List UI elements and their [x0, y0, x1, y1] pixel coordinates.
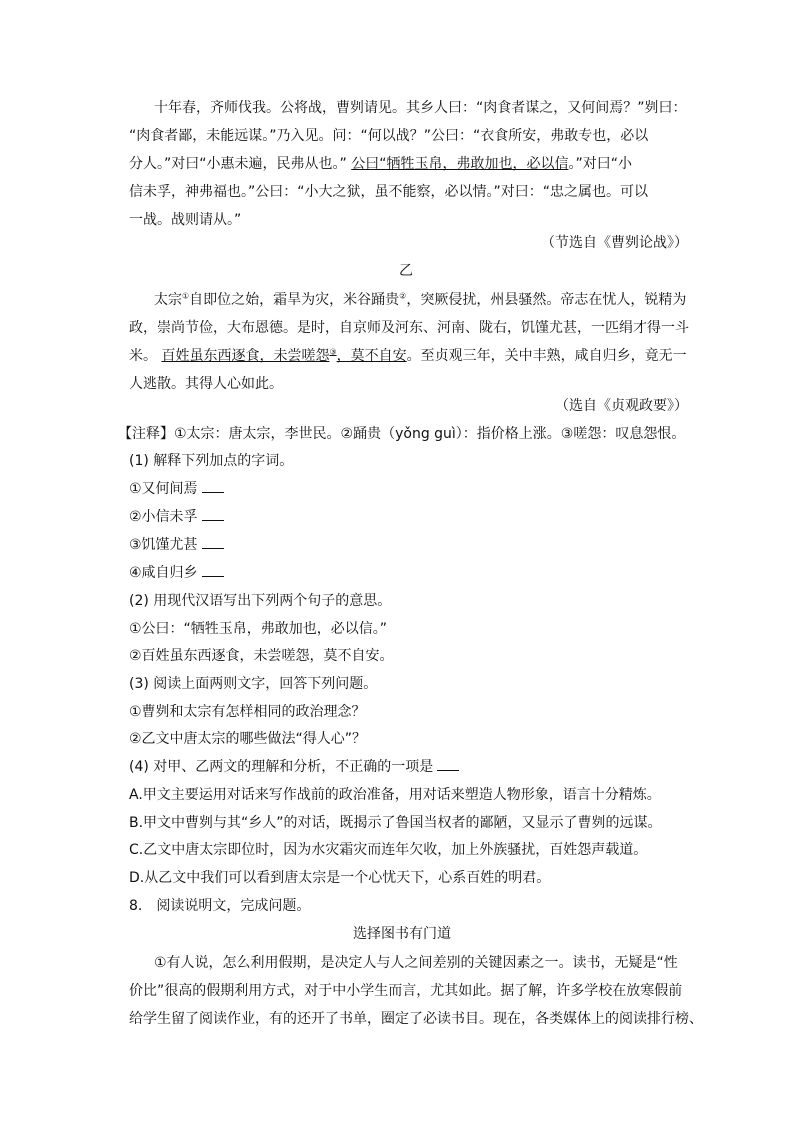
jia-source: （节选自《曹刿论战》） — [541, 235, 688, 251]
q4-option-c: C.乙文中唐太宗即位时，因为水灾霜灾而连年欠收，加上外族骚扰，百姓怨声载道。 — [129, 842, 648, 858]
q4-option-a: A.甲文主要运用对话来写作战前的政治准备，用对话来塑造人物形象，语言十分精炼。 — [129, 787, 661, 803]
q2-item-2: ②百姓虽东西逐食，未尝嗟怨，莫不自安。 — [129, 648, 394, 664]
yi-line-3 — [129, 346, 691, 366]
q4-stem — [129, 757, 691, 777]
answer-blank[interactable] — [202, 508, 224, 521]
article-para-line-1: ①有人说，怎么利用假期，是决定人与人之间差别的关键因素之一。读书，无疑是“性 — [154, 955, 678, 971]
jia-line-3 — [129, 154, 691, 174]
answer-blank[interactable] — [202, 564, 224, 577]
jia-line-1: 十年春，齐师伐我。公将战，曹刿请见。其乡人曰：“肉食者谋之，又何间焉？”刿曰： — [154, 100, 687, 116]
article-para-line-2: 价比”很高的假期利用方式，对于中小学生而言，尤其如此。据了解，许多学校在放寒假前 — [129, 983, 683, 999]
annotation-note: 【注释】①太宗：唐太宗，李世民。②踊贵（yǒng guì）：指价格上涨。③嗟怨：叹息怨恨。 — [118, 426, 686, 442]
q2-item-1: ①公曰：“牺牲玉帛，弗敢加也，必以信。” — [129, 621, 388, 637]
jia-line-2: “肉食者鄙，未能远谋。”乃入见。问：“何以战？”公曰：“衣食所安，弗敢专也，必以 — [129, 128, 649, 144]
q8-number: 8. — [129, 898, 143, 914]
q1-item-2 — [129, 507, 691, 527]
yi-underlined-sentence-2: ，莫不自安 — [336, 348, 407, 364]
q3-stem: (3) 阅读上面两则文字，回答下列问题。 — [129, 676, 378, 692]
q1-item-2-text: ②小信未孚 — [129, 509, 198, 525]
footnote-mark-1: ① — [182, 291, 190, 301]
q1-item-4-text: ④咸自归乡 — [129, 565, 198, 581]
answer-blank[interactable] — [202, 536, 224, 549]
footnote-mark-3: ③ — [329, 347, 337, 357]
article-title: 选择图书有门道 — [353, 926, 451, 942]
yi-line-1-c: ，突厥侵扰，州县骚然。帝志在忧人，锐精为 — [406, 292, 687, 308]
yi-line-1-b: 自即位之始，霜旱为灾，米谷踊贵 — [189, 292, 400, 308]
q8-header — [129, 896, 310, 916]
jia-line-4: 信未孚，神弗福也。”公曰：“小大之狱，虽不能察，必以情。”对曰：“忠之属也。可以 — [129, 184, 649, 200]
article-para-line-3: 给学生留了阅读作业，有的还开了书单，圈定了必读书目。现在，各类媒体上的阅读排行榜、 — [129, 1011, 703, 1027]
q1-item-1-text: ①又何间焉 — [129, 481, 198, 497]
q4-option-d: D.从乙文中我们可以看到唐太宗是一个心忧天下，心系百姓的明君。 — [129, 870, 551, 886]
q4-option-b: B.甲文中曹刿与其“乡人”的对话，既揭示了鲁国当权者的鄙陋，又显示了曹刿的远谋。 — [129, 815, 662, 831]
q2-stem: (2) 用现代汉语写出下列两个句子的意思。 — [129, 593, 392, 609]
yi-line-2: 政，崇尚节俭，大布恩德。是时，自京师及河东、河南、陇右，饥馑尤甚，一匹绢才得一斗 — [129, 320, 689, 336]
jia-line-3-tail: 。”对曰“小 — [568, 156, 632, 172]
q3-item-1: ①曹刿和太宗有怎样相同的政治理念？ — [129, 704, 366, 720]
yi-line-3-b: 。至贞观三年，关中丰熟，咸自归乡，竟无一 — [406, 348, 687, 364]
yi-source: （选自《贞观政要》） — [555, 398, 688, 414]
jia-underlined-sentence: 公曰“牺牲玉帛，弗敢加也，必以信 — [351, 156, 569, 172]
q1-item-1 — [129, 479, 691, 499]
q4-stem-text: (4) 对甲、乙两文的理解和分析，不正确的一项是 — [129, 759, 434, 775]
answer-blank[interactable] — [437, 758, 459, 771]
yi-line-4: 人逃散。其得人心如此。 — [129, 376, 283, 392]
q8-stem: 阅读说明文，完成问题。 — [156, 898, 311, 914]
yi-title: 乙 — [399, 263, 413, 279]
q1-item-3-text: ③饥馑尤甚 — [129, 537, 198, 553]
yi-underlined-sentence: 百姓虽东西逐食，未尝嗟怨 — [161, 348, 330, 364]
footnote-mark-2: ② — [399, 291, 407, 301]
q3-item-2: ②乙文中唐太宗的哪些做法“得人心”？ — [129, 731, 367, 747]
jia-line-5: 一战。战则请从。” — [129, 212, 242, 228]
jia-line-3-text: 分人。”对曰“小惠未遍，民弗从也。” — [129, 156, 352, 172]
q1-stem: (1) 解释下列加点的字词。 — [129, 453, 294, 469]
q1-item-4 — [129, 563, 691, 583]
answer-blank[interactable] — [202, 480, 224, 493]
q1-item-3 — [129, 535, 691, 555]
yi-line-1-a: 太宗 — [154, 292, 182, 308]
yi-line-1 — [154, 290, 686, 310]
yi-line-3-a: 米。 — [129, 348, 162, 364]
